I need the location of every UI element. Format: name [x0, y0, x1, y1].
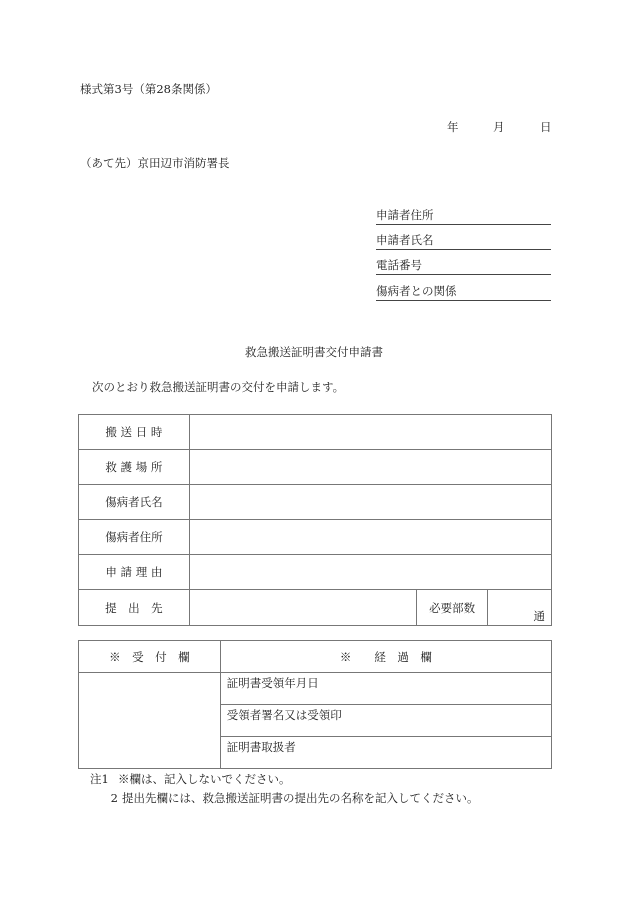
patient-address-input[interactable] — [189, 520, 551, 555]
patient-name-label: 傷病者氏名 — [79, 485, 190, 520]
applicant-address-field[interactable] — [376, 208, 551, 225]
certificate-handler-cell[interactable] — [220, 737, 551, 769]
rescue-location-label: 救 護 場 所 — [79, 450, 190, 485]
note-2-text: 提出先欄には、救急搬送証明書の提出先の名称を記入してください。 — [122, 791, 479, 805]
table-row — [79, 555, 552, 590]
recipient-signature-cell[interactable] — [220, 705, 551, 737]
intro-text: 次のとおり救急搬送証明書の交付を申請します。 — [92, 380, 345, 394]
addressee: （あて先）京田辺市消防署長 — [80, 156, 230, 170]
application-reason-label: 申 請 理 由 — [79, 555, 190, 590]
applicant-address-label: 申請者住所 — [376, 208, 434, 222]
patient-name-input[interactable] — [189, 485, 551, 520]
date-month: 月 — [493, 120, 505, 134]
note-1 — [90, 771, 291, 787]
relationship-field[interactable] — [376, 284, 551, 301]
table-row — [79, 673, 552, 705]
date-year: 年 — [447, 120, 459, 134]
application-reason-input[interactable] — [189, 555, 551, 590]
applicant-name-field[interactable] — [376, 233, 551, 250]
table-row — [79, 520, 552, 555]
rescue-location-input[interactable] — [189, 450, 551, 485]
main-table — [78, 414, 552, 626]
copies-label: 必要部数 — [417, 590, 488, 626]
reception-header: ※ 受 付 欄 — [79, 641, 221, 673]
certificate-receipt-date-label: 証明書受領年月日 — [226, 676, 319, 690]
document-title: 救急搬送証明書交付申請書 — [245, 345, 383, 359]
transport-datetime-input[interactable] — [189, 415, 551, 450]
progress-header: ※ 経 過 欄 — [220, 641, 551, 673]
note-1-text: ※欄は、記入しないでください。 — [118, 772, 291, 786]
copies-input[interactable] — [488, 590, 552, 626]
reception-area — [79, 673, 221, 769]
note-2-prefix: 2 — [110, 791, 118, 805]
patient-address-label: 傷病者住所 — [79, 520, 190, 555]
transport-datetime-label: 搬 送 日 時 — [79, 415, 190, 450]
table-row — [79, 641, 552, 673]
relationship-label: 傷病者との関係 — [376, 284, 457, 298]
submission-destination-input[interactable] — [189, 590, 416, 626]
note-1-prefix: 注1 — [90, 772, 109, 786]
form-number: 様式第3号（第28条関係） — [80, 82, 217, 96]
table-row — [79, 485, 552, 520]
note-2 — [90, 790, 479, 806]
table-row — [79, 590, 552, 626]
date-day: 日 — [540, 120, 552, 134]
phone-number-field[interactable] — [376, 258, 551, 275]
certificate-receipt-date-cell[interactable] — [220, 673, 551, 705]
phone-number-label: 電話番号 — [376, 258, 422, 272]
recipient-signature-label: 受領者署名又は受領印 — [226, 708, 342, 722]
table-row — [79, 450, 552, 485]
applicant-name-label: 申請者氏名 — [376, 233, 434, 247]
office-use-table — [78, 640, 552, 769]
submission-destination-label: 提 出 先 — [79, 590, 190, 626]
table-row — [79, 415, 552, 450]
copies-unit: 通 — [533, 609, 545, 623]
certificate-handler-label: 証明書取扱者 — [226, 740, 296, 754]
